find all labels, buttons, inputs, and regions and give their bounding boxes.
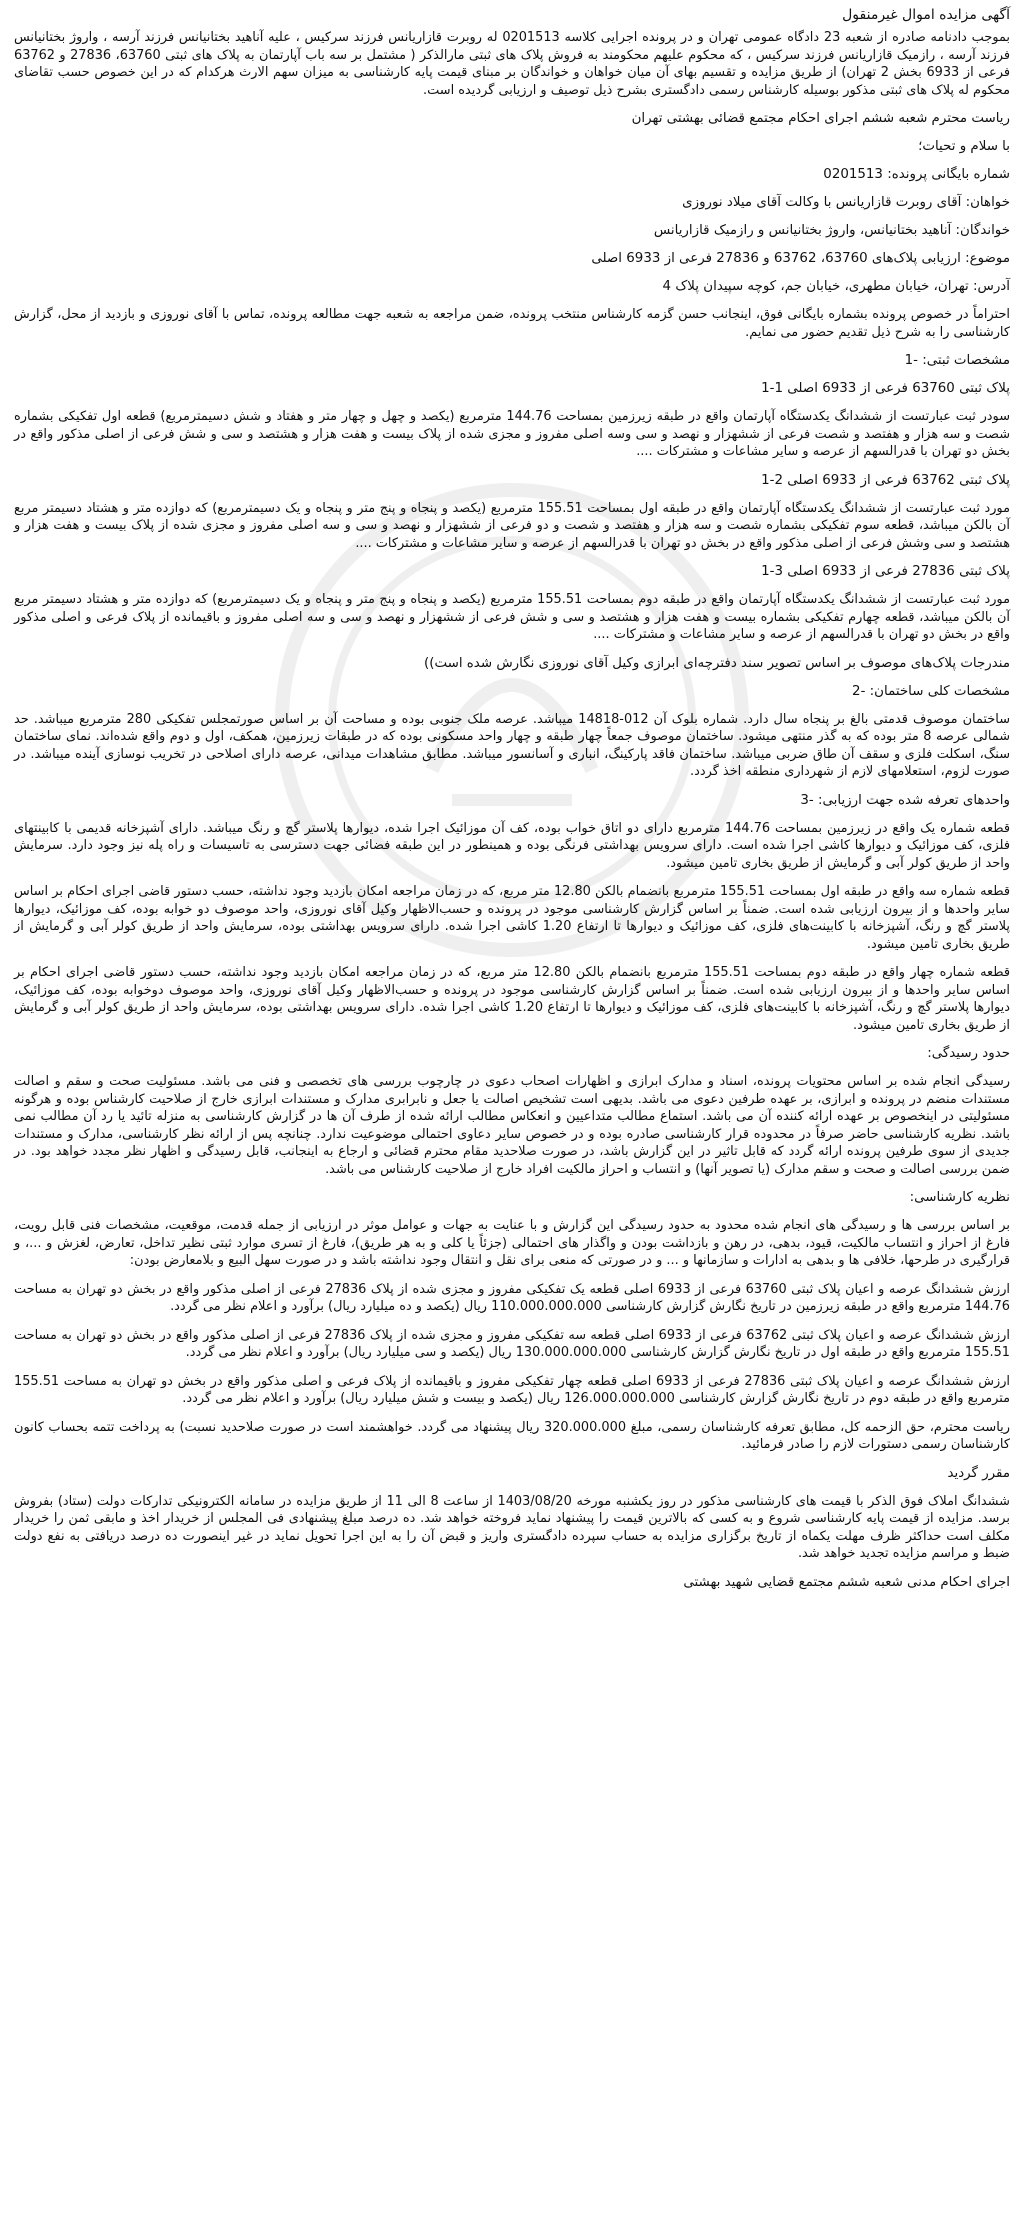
section-heading: ریاست محترم شعبه ششم اجرای احکام مجتمع قضائی بهشتی تهران [631, 111, 1010, 126]
body-paragraph: قطعه شماره سه واقع در طبقه اول بمساحت 155.51 مترمربع بانضمام بالکن 12.80 متر مربع، که در زمان مراجعه امکان بازدید وجود نداشته، حسب دستور قاضی اجرای احکام بر اساس سایر واحدها و از بیرون ارزیابی شده است. ضمناً بر اساس گزارش کارشناسی موجود در پرونده و حسب‌الاظهار وکیل آقای نوروزی، واحد موصوف دو خوابه بوده، کف موزائیک، دیوارها پلاستر گچ و رنگ، آشپزخانه با کابینت‌های فلزی، کف موزائیک و دیوارها تا ارتفاع 1.20 کاشی اجرا شده. دارای سرویس بهداشتی بوده، سرمایش واحد از طریق کولر آبی و گرمایش از طریق بخاری تامین میشود. [14, 884, 1010, 952]
section-heading: شماره بایگانی پرونده: 0201513 [823, 167, 1010, 182]
section-heading: مشخصات ثبتی: -1 [904, 353, 1010, 368]
body-paragraph: ساختمان موصوف قدمتی بالغ بر پنجاه سال دارد. شماره بلوک آن 012-14818 میباشد. عرصه ملک جنوبی بوده و مساحت آن بر اساس صورتمجلس تفکیکی 280 مترمربع میباشد. حد شمالی عرصه 8 متر بوده که به گذر منتهی میشود. ساختمان موصوف جمعاً چهار طبقه و چهار واحد مسکونی بوده که در طبقات زیرزمین، همکف، اول و دوم واقع شده‌اند. نمای ساختمان سنگ، اسکلت فلزی و سقف آن طاق ضربی میباشد. ساختمان فاقد پارکینگ، انباری و آسانسور میباشد. مطابق مشاهدات میدانی، عرصه دارای اصلاحی در تخریب نوسازی آینده میباشد. در صورت لزوم، استعلامهای لازم از شهرداری منطقه اخذ گردد. [14, 711, 1011, 779]
notice-title: آگهی مزایده اموال غیرمنقول [842, 7, 1010, 23]
body-paragraph: ریاست محترم، حق الزحمه کل، مطابق تعرفه کارشناسان رسمی، مبلغ 320.000.000 ریال پیشنهاد می گردد. خواهشمند است در صورت صلاحدید نسبت) به پرداخت تتمه بحساب کانون کارشناسان رسمی دستورات لازم را صادر فرمائید. [14, 1419, 1010, 1452]
body-paragraph: احتراماً در خصوص پرونده بشماره بایگانی فوق، اینجانب حسن گزمه کارشناس منتخب پرونده، ضمن مراجعه به شعبه جهت مطالعه پرونده، تماس با آقای نوروزی و بازدید از محل، گزارش کارشناسی را به شرح ذیل تقدیم حضور می نمایم. [14, 307, 1010, 340]
section-heading: اجرای احکام مدنی شعبه ششم مجتمع قضایی شهید بهشتی [683, 1574, 1010, 1590]
body-paragraph: قطعه شماره چهار واقع در طبقه دوم بمساحت 155.51 مترمربع بانضمام بالکن 12.80 متر مربع، که در زمان مراجعه امکان بازدید وجود نداشته، حسب دستور قاضی اجرای احکام بر اساس سایر واحدها و از بیرون ارزیابی شده است. ضمناً بر اساس گزارش کارشناسی موجود در پرونده و حسب‌الاظهار وکیل آقای نوروزی، واحد موصوف دوخوابه بوده، کف موزائیک، دیوارها پلاستر گچ و رنگ، آشپزخانه با کابینت‌های فلزی، کف موزائیک و دیوارها تا ارتفاع 1.20 کاشی اجرا شده. دارای سرویس بهداشتی بوده، سرمایش واحد از طریق کولر آبی و گرمایش از طریق بخاری تامین میشود. [14, 965, 1010, 1033]
section-heading: خواهان: آقای روبرت قازاریانس با وکالت آقای میلاد نوروزی [682, 195, 1010, 210]
section-heading: خواندگان: آناهید بختانیانس، واروژ بختانیانس و رازمیک قازاریانس [653, 223, 1010, 238]
section-heading: مقرر گردید [947, 1465, 1010, 1481]
body-paragraph: مورد ثبت عبارتست از ششدانگ یکدستگاه آپارتمان واقع در طبقه دوم بمساحت 155.51 مترمربع (یکصد و پنجاه و پنج متر و پنجاه و یک دسیمترمربع) که دوازده متر و هشتاد دسیمتر مربع آن بالکن میباشد، قطعه چهارم تفکیکی بشماره بیست و هفت هزار و هشتصد و سی و شش فرعی از ششهزار و نهصد و سی و سه اصلی مفروز و باقیمانده از پلاک فرعی و اصلی مذکور واقع در بخش دو تهران با قدرالسهم از عرصه و سایر مشاعات و مشترکات .... [14, 592, 1010, 642]
body-paragraph: بر اساس بررسی ها و رسیدگی های انجام شده محدود به حدود رسیدگی این گزارش و با عنایت به جهات و عوامل موثر در ارزیابی از جمله قدمت، موقعیت، مشخصات فنی قابل رویت، فارغ از احراز و انتساب مالکیت، قیود، بدهی، در رهن و بازداشت بودن و واگذار های احتمالی (جزئاً یا کلی و به هر طریق)، فارغ از تسری موارد ثبتی نظیر تداخل، تعارض، لغزش و ...، و قرارگیری در طرحها، خلافی ها و بدهی به ادارات و سازمانها و ... و در صورتی که منعی برای نقل و انتقال وجود نداشته باشد و در صورت سهل البیع و بلامعارض بودن: [14, 1218, 1010, 1268]
body-paragraph: بموجب دادنامه صادره از شعبه 23 دادگاه عمومی تهران و در پرونده اجرایی کلاسه 0201513 له روبرت قازاریانس فرزند سرکیس ، علیه آناهید بختانیانس فرزند آرسه ، واروژ بختانیانس فرزند آرسه ، رازمیک قازاریانس فرزند سرکیس ، که محکوم علیهم محکومند به فروش پلاک های ثبتی مارالذکر ( مشتمل بر سه باب آپارتمان به پلاک های ثبتی 63760، 27836 و 63762 فرعی از 6933 بخش 2 تهران) از طریق مزایده و تقسیم بهای آن میان خواهان و خواندگان بر مبنای قیمت پایه کارشناسی به میزان سهم الارث هرکدام که در این خصوص حسب تقاضای محکوم له پلاک های ثبتی مذکور بوسیله کارشناس رسمی دادگستری بشرح ذیل توصیف و ارزیابی گردیده است. [14, 30, 1011, 98]
section-heading: نظریه کارشناسی: [909, 1190, 1010, 1205]
body-paragraph: ارزش ششدانگ عرصه و اعیان پلاک ثبتی 63762 فرعی از 6933 اصلی قطعه سه تفکیکی مفروز و مجزی شده از پلاک 27836 فرعی از اصلی مذکور واقع در بخش دو تهران به مساحت 155.51 مترمربع واقع در طبقه اول در تاریخ نگارش گزارش کارشناسی 130.000.000.000 ریال (یکصد و سی میلیارد ریال) برآورد و اعلام نظر می گردد. [14, 1327, 1010, 1360]
section-heading: با سلام و تحیات؛ [918, 139, 1010, 154]
body-paragraph: قطعه شماره یک واقع در زیرزمین بمساحت 144.76 مترمربع دارای دو اتاق خواب بوده، کف آن موزائیک اجرا شده، دیوارها پلاستر گچ و رنگ میباشد. دارای آشپزخانه قدیمی با کابینتهای فلزی، کف موزائیک و دیوارها کاشی اجرا شده است. دارای سرویس بهداشتی فرنگی بوده و همینطور در این طبقه فضائی جهت دسترسی به تاسیسات و راه پله نیز وجود دارد. سرمایش واحد از طریق کولر آبی و گرمایش از طریق بخاری تامین میشود. [14, 820, 1011, 871]
section-heading: موضوع: ارزیابی پلاک‌های 63760، 63762 و 27836 فرعی از 6933 اصلی [591, 251, 1010, 266]
body-paragraph: مورد ثبت عبارتست از ششدانگ یکدستگاه آپارتمان واقع در طبقه اول بمساحت 155.51 مترمربع (یکصد و پنجاه و پنج متر و پنجاه و یک دسیمترمربع) که دوازده متر و هشتاد دسیمتر مربع آن بالکن میباشد، قطعه سوم تفکیکی بشماره شصت و سه هزار و هفتصد و شصت و دو فرعی از ششهزار و نهصد و سی و سه اصلی مفروز و مجزی شده از پلاک بیست و هفت هزار و هشتصد و سی وشش فرعی از اصلی مذکور واقع در بخش دو تهران با قدرالسهم از عرصه و سایر مشاعات و مشترکات .... [14, 500, 1010, 551]
body-paragraph: رسیدگی انجام شده بر اساس محتویات پرونده، اسناد و مدارک ابرازی و اظهارات اصحاب دعوی در چارچوب بررسی های تخصصی و فنی می باشد. مسئولیت صحت و سقم و اصالت مستندات منضم در پرونده و ابرازی، بر عهده طرفین دعوی می باشد. بدیهی است تشخیص اصالت یا جعل و نابرابری مدارک و مستندات ابرازی خارج از صلاحیت کارشناس بوده و هرگونه مسئولیتی در اینخصوص بر عهده ارائه کننده آن می باشد. استماع مطالب متداعیین و انعکاس مطالب ارائه شده از طرف آن ها در گزارش کارشناسی به منزله تائید یا رد آن مطالب نمی باشد. نظریه کارشناسی حاضر صرفاً در محدوده قرار کارشناسی صادره بوده و در خصوص سایر دعاوی احتمالی موضوعیت ندارد. چنانچه پس از ارائه نظر کارشناسی، مدارک و مستندات جدیدی از سوی طرفین پرونده ارائه گردد که قابل تاثیر در این گزارش باشد، در صورت صلاحدید مقام محترم قضائی و ارجاع به اینجانب، قابل رسیدگی و اظهار نظر مجدد خواهد بود. در ضمن بررسی اصالت و صحت و سقم مدارک (یا تصویر آنها) و انتساب و احراز مالکیت افراد خارج از صلاحیت کارشناس می باشد. [14, 1074, 1010, 1177]
section-heading: پلاک ثبتی 63760 فرعی از 6933 اصلی 1-1 [761, 381, 1010, 396]
body-paragraph: ارزش ششدانگ عرصه و اعیان پلاک ثبتی 63760 فرعی از 6933 اصلی قطعه یک تفکیکی مفروز و مجزی شده از پلاک 27836 فرعی از اصلی مذکور واقع در بخش دو تهران به مساحت 144.76 مترمربع واقع در طبقه زیرزمین در تاریخ نگارش گزارش کارشناسی 110.000.000.000 ریال (یکصد و ده میلیارد ریال) برآورد و اعلام نظر می گردد. [14, 1281, 1010, 1314]
body-paragraph: ششدانگ املاک فوق الذکر با قیمت های کارشناسی مذکور در روز یکشنبه مورخه 1403/08/20 از ساعت 8 الی 11 از طریق مزایده در سامانه الکترونیکی تدارکات دولت (ستاد) بفروش برسد. مزایده از قیمت پایه کارشناسی شروع و به کسی که بالاترین قیمت را پیشنهاد نماید فروخته خواهد شد. ده درصد مبلغ پیشنهادی فی المجلس از خریدار اخذ و مابقی ثمن را خریدار مکلف است حداکثر ظرف مهلت یکماه از تاریخ برگزاری مزایده به حساب سپرده دادگستری واریز و قبض آن را به این اجرا تحویل نماید در غیر اینصورت ده درصد دریافتی به نفع دولت ضبط و مراسم مزایده تجدید خواهد شد. [14, 1493, 1010, 1561]
document-body [14, 6, 1010, 1592]
body-paragraph: ارزش ششدانگ عرصه و اعیان پلاک ثبتی 27836 فرعی از 6933 اصلی قطعه چهار تفکیکی مفروز و باقیمانده از پلاک فرعی و اصلی مذکور واقع در بخش دو تهران به مساحت 155.51 مترمربع واقع در طبقه دوم در تاریخ نگارش گزارش کارشناسی 126.000.000.000 ریال (یکصد و بیست و شش میلیارد ریال) برآورد و اعلام نظر می گردد. [14, 1373, 1010, 1406]
section-heading: واحدهای تعرفه شده جهت ارزیابی: -3 [800, 792, 1010, 808]
section-heading: پلاک ثبتی 63762 فرعی از 6933 اصلی 2-1 [761, 472, 1010, 488]
section-heading: پلاک ثبتی 27836 فرعی از 6933 اصلی 3-1 [761, 564, 1010, 579]
section-heading: مندرجات پلاک‌های موصوف بر اساس تصویر سند دفترچه‌ای ابرازی وکیل آقای نوروزی نگارش شده است)) [424, 655, 1010, 671]
section-heading: مشخصات کلی ساختمان: -2 [852, 683, 1010, 699]
body-paragraph: سودر ثبت عبارتست از ششدانگ یکدستگاه آپارتمان واقع در طبقه زیرزمین بمساحت 144.76 مترمربع (یکصد و چهل و چهار متر و هفتاد و شش دسیمترمربع) قطعه اول تفکیکی بشماره شصت و سه هزار و هفتصد و شصت فرعی از ششهزار و نهصد و سی وسه اصلی مفروز و مجزی شده از پلاک بیست و هفت هزار و هشتصد و سی و شش فرعی از اصلی مذکور واقع در بخش دو تهران با قدرالسهم از عرصه و سایر مشاعات و مشترکات .... [14, 409, 1010, 459]
section-heading: آدرس: تهران، خیابان مطهری، خیابان جم، کوچه سپیدان پلاک 4 [662, 279, 1010, 294]
section-heading: حدود رسیدگی: [927, 1046, 1010, 1061]
